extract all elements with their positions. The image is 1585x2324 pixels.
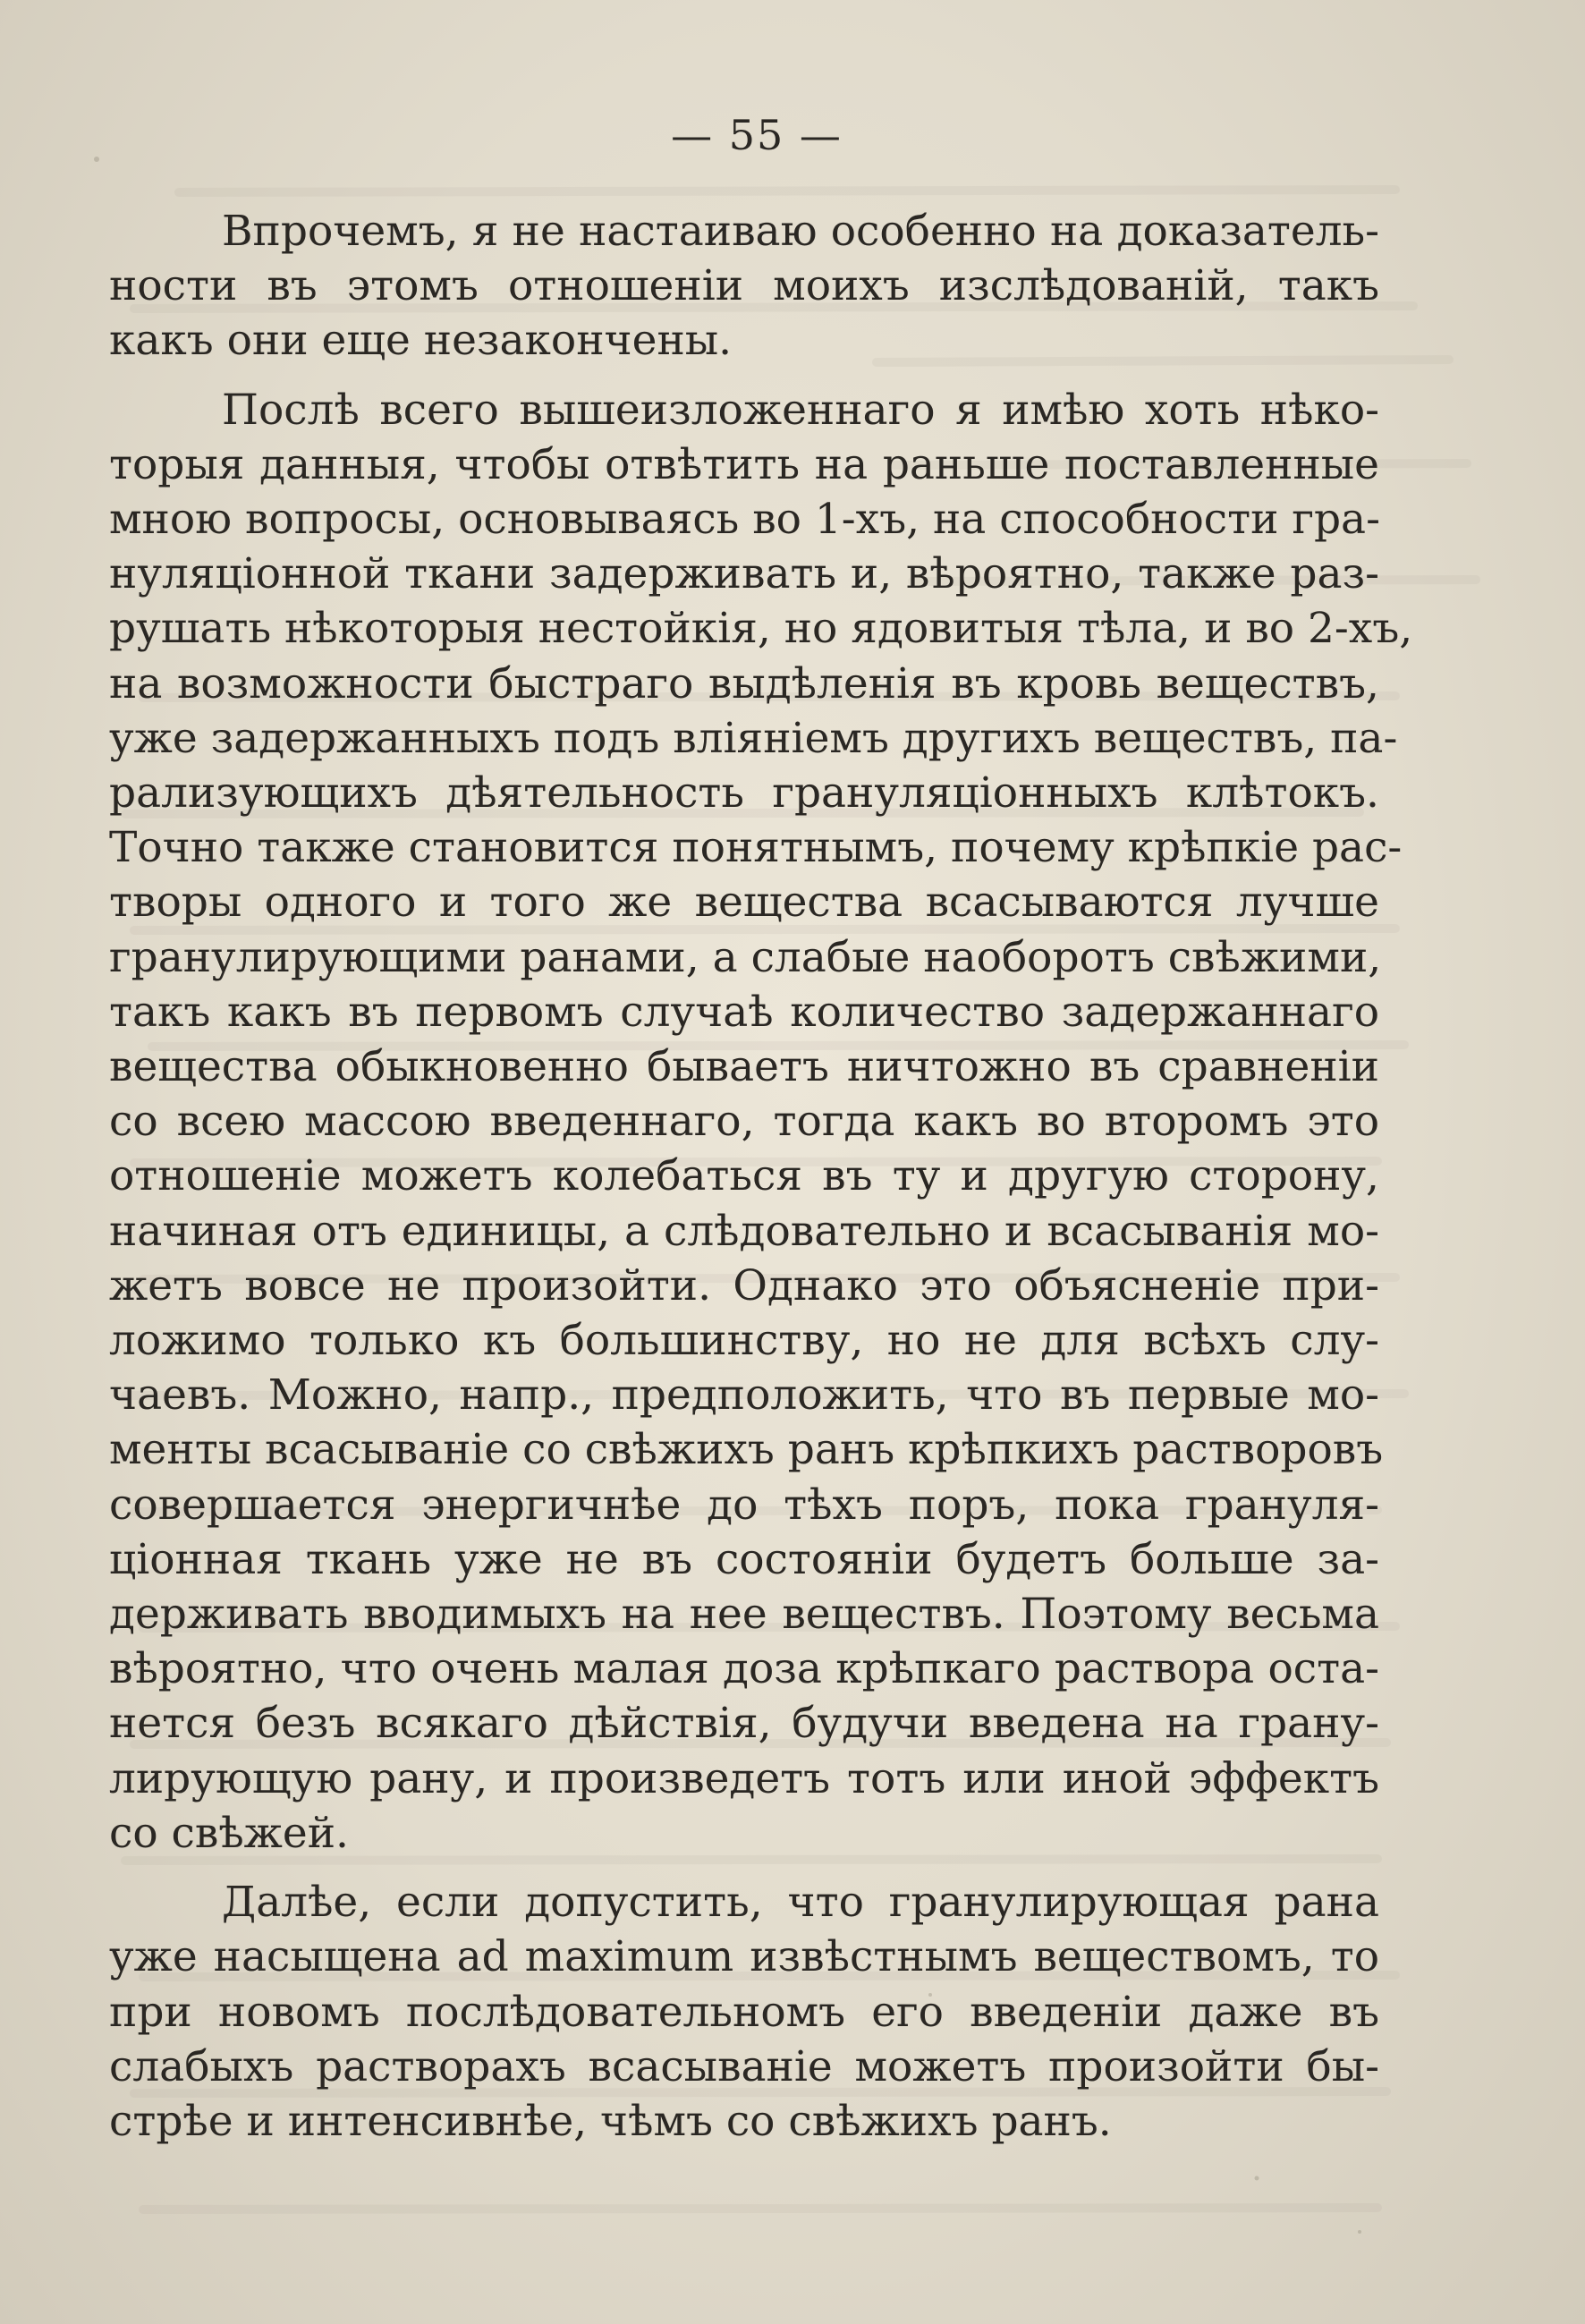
text-line: нуляціонной ткани задерживать и, вѣроятно, также раз-: [109, 549, 1379, 599]
text-line: такъ какъ въ первомъ случаѣ количество задержаннаго: [109, 987, 1379, 1037]
text-line: начиная отъ единицы, а слѣдовательно и всасыванія мо-: [109, 1206, 1379, 1256]
text-line: слабыхъ растворахъ всасываніе можетъ произойти бы-: [109, 2041, 1379, 2091]
text-line: уже насыщена ad maximum извѣстнымъ веществомъ, то: [109, 1932, 1379, 1982]
text-line: творы одного и того же вещества всасываются лучше: [109, 878, 1379, 928]
paragraph-3: [109, 1875, 1379, 2149]
text-line: чаевъ. Можно, напр., предположить, что въ первые мо-: [109, 1370, 1379, 1421]
text-line: вещества обыкновенно бываетъ ничтожно въ сравненіи: [109, 1042, 1379, 1092]
paragraph-2: [109, 383, 1413, 1861]
text-line: рализующихъ дѣятельность грануляціонныхъ клѣтокъ.: [109, 768, 1379, 818]
text-line: ности въ этомъ отношеніи моихъ изслѣдованій, такъ: [109, 261, 1379, 311]
text-line: торыя данныя, чтобы отвѣтить на раньше поставленные: [109, 439, 1379, 489]
text-line: Послѣ всего вышеизложеннаго я имѣю хоть нѣко-: [222, 385, 1379, 435]
text-line: держивать вводимыхъ на нее веществъ. Поэтому весьма: [109, 1590, 1379, 1640]
paragraph-1: [109, 204, 1379, 369]
text-line: гранулирующими ранами, а слабые наоборотъ свѣжими,: [109, 932, 1382, 982]
text-line: какъ они еще незакончены.: [109, 316, 733, 366]
text-line: отношеніе можетъ колебаться въ ту и другую сторону,: [109, 1151, 1379, 1201]
text-line: совершается энергичнѣе до тѣхъ поръ, пока грануля-: [109, 1480, 1379, 1530]
text-line: уже задержанныхъ подъ вліяніемъ другихъ веществъ, па-: [109, 713, 1398, 763]
text-line: со свѣжей.: [109, 1808, 350, 1858]
text-line: Впрочемъ, я не настаиваю особенно на доказатель-: [222, 207, 1379, 256]
page-number: — 55 —: [671, 111, 843, 159]
text-line: Далѣе, если допустить, что гранулирующая рана: [222, 1878, 1379, 1928]
text-line: стрѣе и интенсивнѣе, чѣмъ со свѣжихъ ранъ.: [109, 2096, 1112, 2146]
text-line: при новомъ послѣдовательномъ его введеніи даже въ: [109, 1987, 1379, 2037]
text-line: менты всасываніе со свѣжихъ ранъ крѣпкихъ растворовъ: [109, 1425, 1384, 1475]
text-line: рушать нѣкоторыя нестойкія, но ядовитыя тѣла, и во 2-хъ,: [109, 604, 1413, 654]
text-line: ціонная ткань уже не въ состояніи будетъ больше за-: [109, 1534, 1379, 1584]
page-body: [109, 204, 1413, 2149]
text-line: мною вопросы, основываясь во 1-хъ, на способности гра-: [109, 495, 1380, 545]
text-line: Точно также становится понятнымъ, почему крѣпкіе рас-: [109, 823, 1403, 873]
text-line: жетъ вовсе не произойти. Однако это объясненіе при-: [109, 1260, 1379, 1310]
text-line: вѣроятно, что очень малая доза крѣпкаго раствора оста-: [109, 1644, 1379, 1694]
text-line: со всею массою введеннаго, тогда какъ во второмъ это: [109, 1097, 1379, 1147]
text-line: лирующую рану, и произведетъ тотъ или иной эффектъ: [109, 1753, 1379, 1803]
text-line: на возможности быстраго выдѣленія въ кровь веществъ,: [109, 658, 1379, 708]
text-line: нется безъ всякаго дѣйствія, будучи введена на грану-: [109, 1699, 1379, 1749]
text-line: ложимо только къ большинству, но не для всѣхъ слу-: [109, 1316, 1379, 1366]
